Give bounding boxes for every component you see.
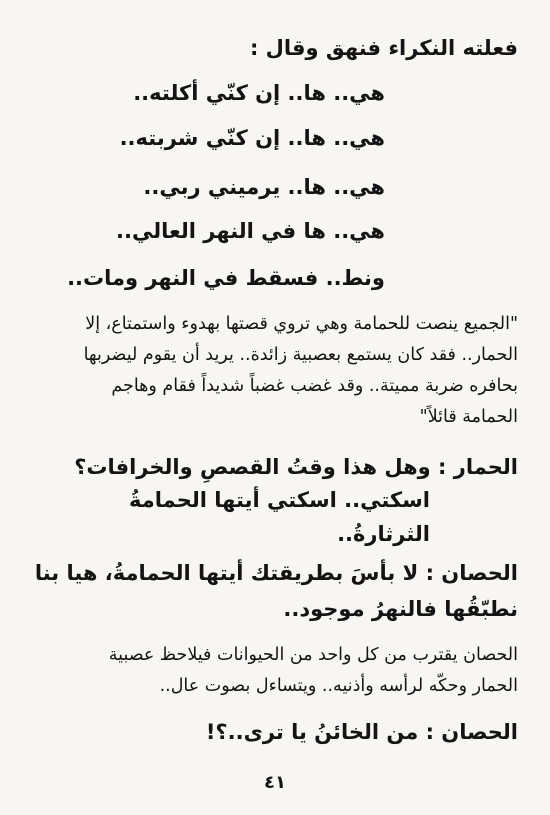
verse-line: هي.. ها في النهر العالي.. — [116, 219, 385, 243]
narration-line: الحمار.. فقد كان يستمع بعصبية زائدة.. يريد أن يقوم ليضربها — [83, 345, 518, 365]
verse-line: هي.. ها.. إن كنّي أكلته.. — [133, 81, 385, 105]
verse-line: هي.. ها.. يرميني ربي.. — [143, 175, 385, 199]
narration-line: الحمامة قائلاً" — [419, 407, 518, 427]
narration-line: "الجميع ينصت للحمامة وهي تروي قصتها بهدوء واستمتاع، إلا — [85, 314, 518, 334]
verse-line: هي.. ها.. إن كنّي شربته.. — [119, 126, 385, 150]
verse-line: ونط.. فسقط في النهر ومات.. — [67, 266, 385, 290]
dialogue-line: الحمار : وهل هذا وقتُ القصصِ والخرافات؟ — [74, 455, 518, 479]
narration-line: الحمار وحكّه لرأسه وأذنيه.. ويتساءل بصوت عال.. — [159, 676, 518, 696]
dialogue-line: اسكتي.. اسكتي أيتها الحمامةُ — [129, 488, 430, 512]
dialogue-line: الحصان : لا بأسَ بطريقتك أيتها الحمامةُ، هيا بنا — [34, 561, 518, 585]
dialogue-line: نطبّقُها فالنهرُ موجود.. — [283, 597, 518, 621]
dialogue-line: الحصان : من الخائنُ يا ترى..؟! — [205, 720, 518, 744]
dialogue-line: الثرثارةُ.. — [337, 522, 430, 546]
verse-line: فعلته النكراء فنهق وقال : — [249, 36, 518, 60]
page-number: ٤١ — [264, 772, 286, 793]
narration-line: الحصان يقترب من كل واحد من الحيوانات فيلاحظ عصبية — [108, 645, 518, 665]
narration-line: بحافره ضربة مميتة.. وقد غضب غضباً شديداً فقام وهاجم — [111, 376, 518, 396]
